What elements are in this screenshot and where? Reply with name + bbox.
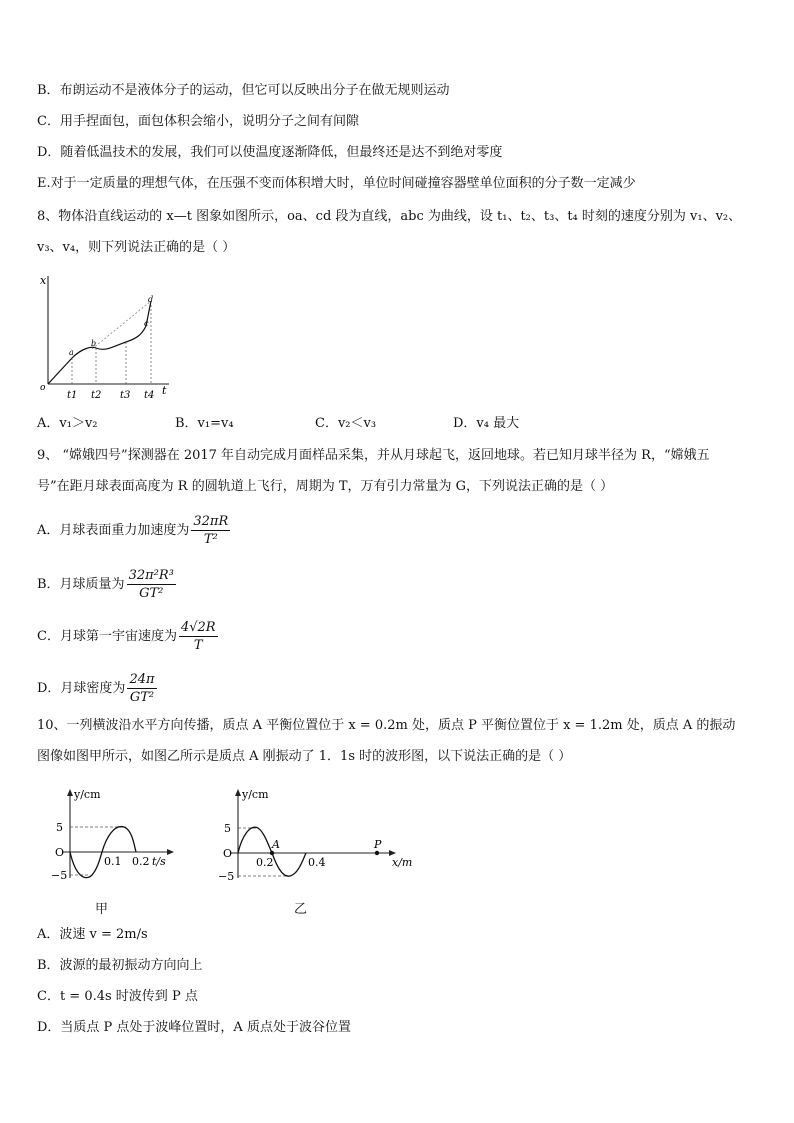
q9-option-c-label: C．月球第一宇宙速度为: [37, 629, 177, 644]
q10-yi-tick1: 0.2: [256, 856, 274, 869]
q8-axis-t-label: t: [162, 384, 167, 397]
q10-jia-tick1: 0.1: [104, 855, 122, 868]
q10-jia-caption: 甲: [95, 902, 109, 917]
q9-option-b-fraction: $\frac{\text{32π²R³}}{\text{GT²}}$: [128, 568, 174, 601]
q7-option-e: E.对于一定质量的理想气体，在压强不变而体积增大时，单位时间碰撞容器壁单位面积的分子数一定减少: [37, 176, 636, 191]
q9-stem-line2: 号”在距月球表面高度为 R 的圆轨道上飞行，周期为 T，万有引力常量为 G，下列说法正确的是（ ）: [37, 479, 614, 494]
q10-yi-ylabel: y/cm: [242, 788, 269, 801]
q9-option-d-fraction: $\frac{24\pi}{\text{GT²}}$: [129, 672, 155, 705]
q10-yi-tick2: 0.4: [308, 856, 326, 869]
q8-stem-line1: 8、物体沿直线运动的 x—t 图象如图所示，oa、cd 段为直线，abc 为曲线，设 t₁、t₂、t₃、t₄ 时刻的速度分别为 v₁、v₂、: [37, 209, 742, 224]
q10-fig-jia: [44, 786, 179, 886]
q8-stem-line2: v₃、v₄，则下列说法正确的是（ ）: [37, 240, 236, 255]
q8-tick-t4: t4: [144, 390, 155, 401]
q8-option-a: A．v₁＞v₂: [37, 416, 98, 431]
q10-option-d: D．当质点 P 点处于波峰位置时，A 质点处于波谷位置: [37, 1020, 351, 1035]
q10-jia-tick2: 0.2: [132, 855, 150, 868]
q8-point-a: a: [69, 348, 74, 357]
q9-option-b-label: B．月球质量为: [37, 577, 125, 592]
q9-option-c: [37, 619, 218, 654]
q9-option-d: [37, 671, 157, 706]
q8-point-b: b: [91, 339, 97, 348]
q10-yi-ybot: −5: [218, 870, 235, 883]
q9-option-d-label: D．月球密度为: [37, 681, 126, 696]
q10-jia-xlabel: t/s: [152, 855, 166, 868]
q9-option-a-label: A．月球表面重力加速度为: [37, 523, 190, 538]
q10-yi-xlabel: x/m: [392, 856, 413, 869]
q8-tick-t3: t3: [120, 390, 131, 401]
q10-stem-line1: 10、一列横波沿水平方向传播，质点 A 平衡位置位于 x = 0.2m 处，质点 P 平衡位置位于 x = 1.2m 处，质点 A 的振动: [37, 718, 736, 733]
q10-option-a: A．波速 v = 2m/s: [37, 927, 148, 942]
q10-yi-point-p: P: [374, 838, 382, 851]
q10-yi-point-a: A: [272, 838, 280, 851]
q9-option-c-fraction: $\frac{4√2R}{T}$: [180, 620, 216, 653]
q10-fig-yi: [214, 786, 414, 886]
q7-option-d: D．随着低温技术的发展，我们可以使温度逐渐降低，但最终还是达不到绝对零度: [37, 145, 503, 160]
q9-option-b: [37, 567, 176, 602]
q10-yi-point-p-dot: [375, 851, 379, 855]
q8-point-d: d: [148, 295, 154, 304]
q8-tick-t1: t1: [67, 390, 78, 401]
q10-jia-ytop: 5: [56, 821, 63, 834]
q10-stem-line2: 图像如图甲所示，如图乙所示是质点 A 刚振动了 1．1s 时的波形图，以下说法正确的是（ ）: [37, 749, 572, 764]
q8-option-b: B．v₁=v₄: [175, 416, 234, 431]
q9-stem-line1: 9、 “嫦娥四号”探测器在 2017 年自动完成月面样品采集，并从月球起飞，返回地球。若已知月球半径为 R，“嫦娥五: [37, 448, 710, 463]
q9-option-a-fraction: $\frac{32\pi R}{\text{T²}}$: [193, 514, 229, 547]
q9-option-a: [37, 513, 230, 548]
q10-yi-point-a-dot: [270, 851, 274, 855]
q10-option-b: B．波源的最初振动方向向上: [37, 958, 203, 973]
q8-point-c: c: [144, 319, 149, 328]
q10-yi-origin: O: [223, 847, 233, 860]
q10-jia-ylabel: y/cm: [74, 788, 101, 801]
q8-axis-x-label: x: [40, 274, 47, 287]
q10-yi-ytop: 5: [224, 822, 231, 835]
q8-xt-graph: [34, 268, 176, 408]
q8-option-d: D．v₄ 最大: [453, 416, 520, 431]
q10-jia-origin: O: [55, 846, 65, 859]
q10-jia-ybot: −5: [51, 869, 68, 882]
q7-option-c: C．用手捏面包，面包体积会缩小，说明分子之间有间隙: [37, 114, 359, 129]
q8-origin-label: o: [40, 383, 46, 393]
q10-yi-caption: 乙: [294, 902, 308, 917]
q10-option-c: C．t = 0.4s 时波传到 P 点: [37, 989, 198, 1004]
q7-option-b: B．布朗运动不是液体分子的运动，但它可以反映出分子在做无规则运动: [37, 83, 450, 98]
q8-option-c: C．v₂＜v₃: [315, 416, 377, 431]
q8-tick-t2: t2: [91, 390, 102, 401]
